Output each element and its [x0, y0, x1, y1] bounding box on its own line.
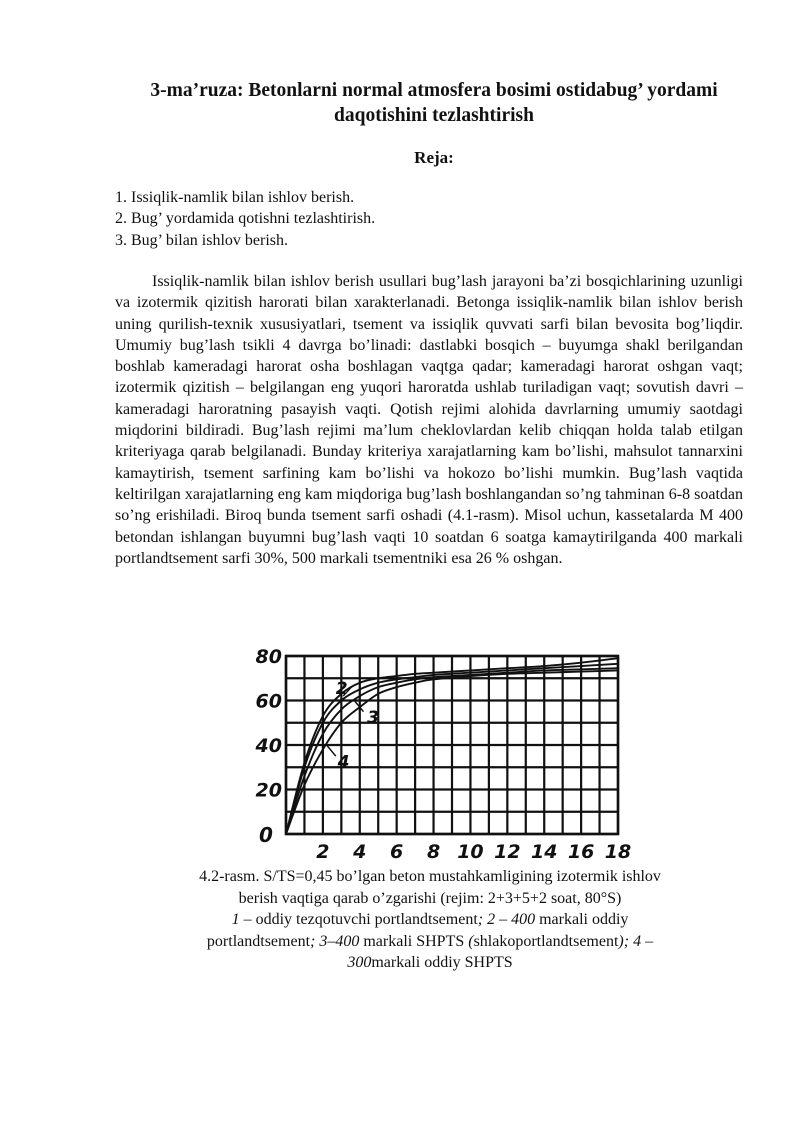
- plan-item: 2. Bug’ yordamida qotishni tezlashtirish.: [115, 210, 376, 228]
- caption-text: shlakoportlandtsement: [473, 932, 619, 950]
- caption-text: ); 4 –: [618, 932, 654, 950]
- caption-line: berish vaqtiga qarab o’zgarishi (rejim: 2+3+5+2 soat, 80°S): [238, 889, 622, 907]
- y-tick-label: 60: [255, 690, 282, 713]
- plan-item: 3. Bug’ bilan ishlov berish.: [115, 231, 289, 249]
- caption-text: markali oddiy: [535, 911, 629, 928]
- caption-number: 300: [347, 954, 372, 971]
- figure-caption: [140, 866, 720, 974]
- curve-label: 2: [335, 678, 348, 699]
- caption-text: – oddiy tezqotuvchi portlandtsement: [239, 911, 478, 928]
- caption-line: [140, 952, 720, 974]
- x-tick-label: 12: [494, 841, 521, 861]
- body-paragraph: Issiqlik-namlik bilan ishlov berish usullari bug’lash jarayoni ba’zi bosqichlarining uzunligi va izotermik qizitish harorati bilan xarakterlanadi. Betonga issiqlik-namlik bilan ishlov berish uning qurilish-texnik xususiyatlari, tsement va issiqlik quvvati sarfi bilan bevosita bog’liqdir. Umumiy bug’lash tsikli 4 davrga bo’linadi: dastlabki bosqich – buyumga shakl berilgandan boshlab kameradagi harorat osha boshlagan vaqtga qadar; kameradagi harorat oshgan vaqt; izotermik qizitish – belgilangan eng yuqori haroratda ushlab turiladigan vaqt; sovutish davri – kameradagi haroratning pasayish vaqti. Qotish rejimi alohida davrlarning umumiy saotdagi miqdorini bildiradi. Bug’lash rejimi ma’lum cheklovlardan kelib chiqqan holda talab etilgan kriteriyaga qarab belgilanadi. Bunday kriteriya xarajatlarning kam bo’lishi, mahsulot tannarxini kamaytirish, tsement sarfining kam bo’lishi va hokozo bo’lishi mumkin. Bug’lash vaqtida keltirilgan xarajatlarning eng kam miqdoriga bug’lash boshlangandan so’ng tahminan 6-8 soatdan so’ng erishiladi. Biroq bunda tsement sarfi oshadi (4.1-rasm). Misol uchun, kassetalarda M 400 betondan ishlangan buyumni bug’lash vaqti 10 soatdan 6 soatga kamaytirilganda 400 markali portlandtsement sarfi 30%, 500 markali tsementniki esa 26 % oshgan.: [115, 273, 743, 567]
- caption-line: [140, 931, 720, 953]
- origin-label: 0: [259, 823, 273, 847]
- caption-line: 4.2-rasm. S/TS=0,45 bo’lgan beton mustahkamligining izotermik ishlov: [199, 868, 661, 885]
- caption-text: markali oddiy SHPTS: [371, 954, 513, 971]
- curve-label-leader: [327, 745, 336, 756]
- x-tick-label: 2: [316, 841, 330, 861]
- x-tick-label: 18: [604, 841, 632, 861]
- caption-number: ; 2 – 400: [477, 911, 536, 928]
- x-tick-label: 6: [390, 841, 404, 861]
- plan-list: [115, 187, 375, 251]
- caption-line: [140, 909, 720, 931]
- plan-item: 1. Issiqlik-namlik bilan ishlov berish.: [115, 189, 355, 206]
- curve-label: 4: [337, 752, 350, 773]
- strength-chart: [244, 636, 634, 861]
- x-tick-label: 10: [457, 841, 484, 861]
- x-tick-label: 4: [353, 841, 367, 861]
- plan-heading: Reja:: [414, 148, 454, 167]
- caption-text: (: [468, 932, 474, 950]
- y-tick-label: 40: [255, 735, 282, 757]
- caption-number: 1: [231, 911, 240, 928]
- caption-number: ; 3–400: [310, 932, 360, 950]
- x-tick-label: 8: [426, 841, 441, 861]
- x-tick-label: 16: [567, 841, 595, 861]
- y-tick-label: 20: [255, 779, 282, 802]
- curve-label: 3: [367, 707, 379, 728]
- x-tick-label: 14: [530, 841, 558, 861]
- page-title: 3-ma’ruza: Betonlarni normal atmosfera bosimi ostidabug’ yordami daqotishini tezlashtirish: [150, 80, 718, 126]
- caption-text: portlandtsement: [206, 932, 311, 950]
- y-tick-label: 80: [255, 646, 282, 668]
- caption-text: markali SHPTS: [359, 932, 469, 950]
